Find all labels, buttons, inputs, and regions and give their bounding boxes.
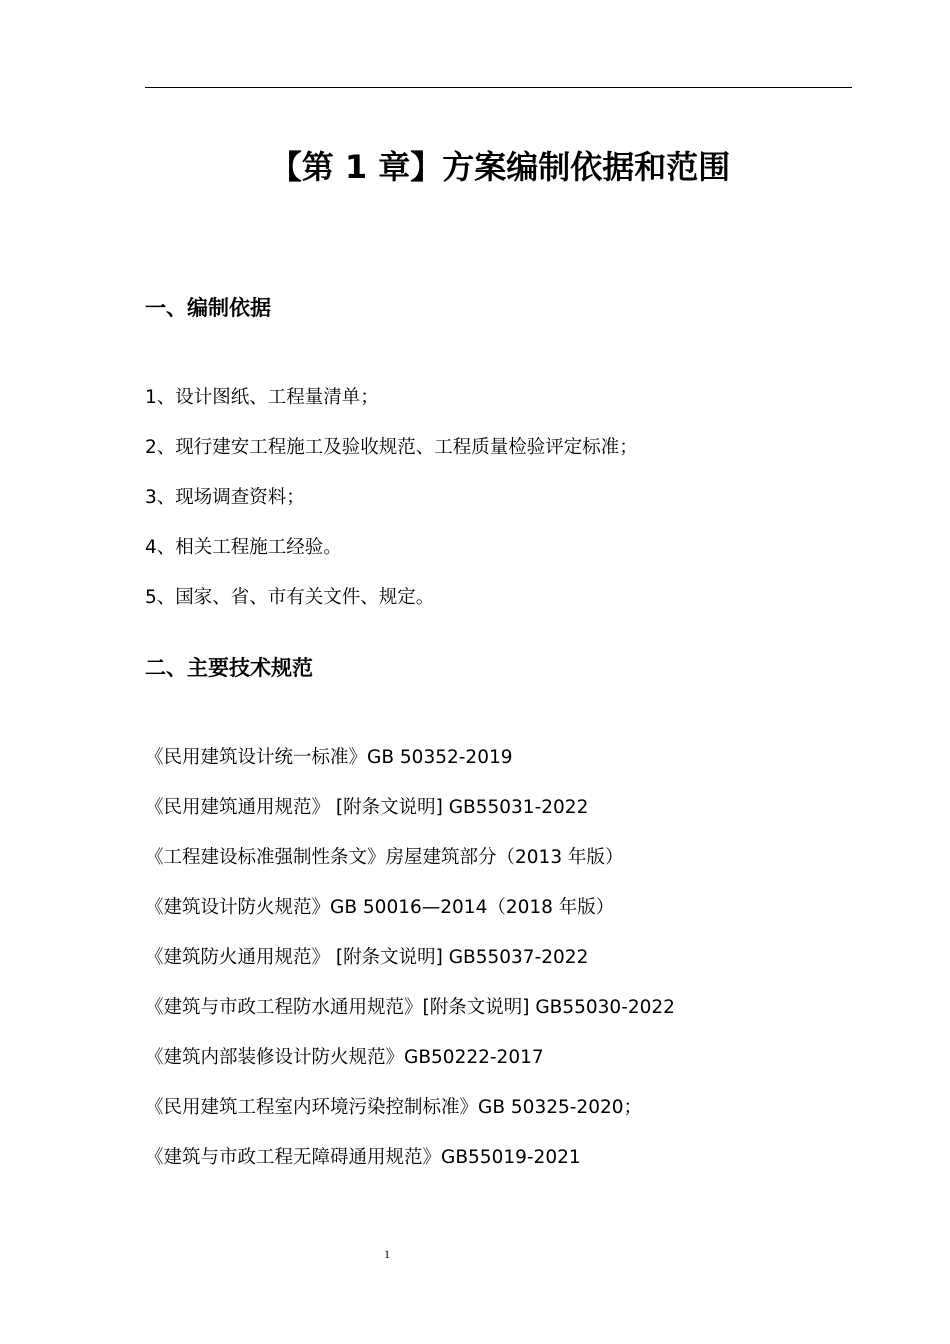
list-item: 3、现场调查资料； <box>145 487 305 508</box>
specs-heading: 二、主要技术规范 <box>145 656 313 680</box>
list-item: 《建筑防火通用规范》 [附条文说明] GB55037-2022 <box>145 947 589 968</box>
list-item: 1、设计图纸、工程量清单； <box>145 387 379 408</box>
list-item: 《民用建筑工程室内环境污染控制标准》GB 50325-2020； <box>145 1097 643 1118</box>
chapter-title: 【第 1 章】方案编制依据和范围 <box>269 148 731 186</box>
header-rule <box>145 87 852 88</box>
specs-list <box>145 733 675 1183</box>
list-item: 4、相关工程施工经验。 <box>145 537 342 558</box>
list-item: 《建筑与市政工程无障碍通用规范》GB55019-2021 <box>145 1147 581 1168</box>
list-item: 《民用建筑通用规范》 [附条文说明] GB55031-2022 <box>145 797 589 818</box>
list-item: 《工程建设标准强制性条文》房屋建筑部分（2013 年版） <box>145 847 624 868</box>
basis-heading: 一、编制依据 <box>145 296 271 320</box>
list-item: 《民用建筑设计统一标准》GB 50352-2019 <box>145 747 513 768</box>
list-item: 《建筑设计防火规范》GB 50016—2014（2018 年版） <box>145 897 615 918</box>
page-number: 1 <box>384 1247 390 1261</box>
list-item: 《建筑与市政工程防水通用规范》[附条文说明] GB55030-2022 <box>145 997 675 1018</box>
list-item: 2、现行建安工程施工及验收规范、工程质量检验评定标准； <box>145 437 638 458</box>
list-item: 5、国家、省、市有关文件、规定。 <box>145 587 435 608</box>
basis-list <box>145 373 638 623</box>
list-item: 《建筑内部装修设计防火规范》GB50222-2017 <box>145 1047 544 1068</box>
